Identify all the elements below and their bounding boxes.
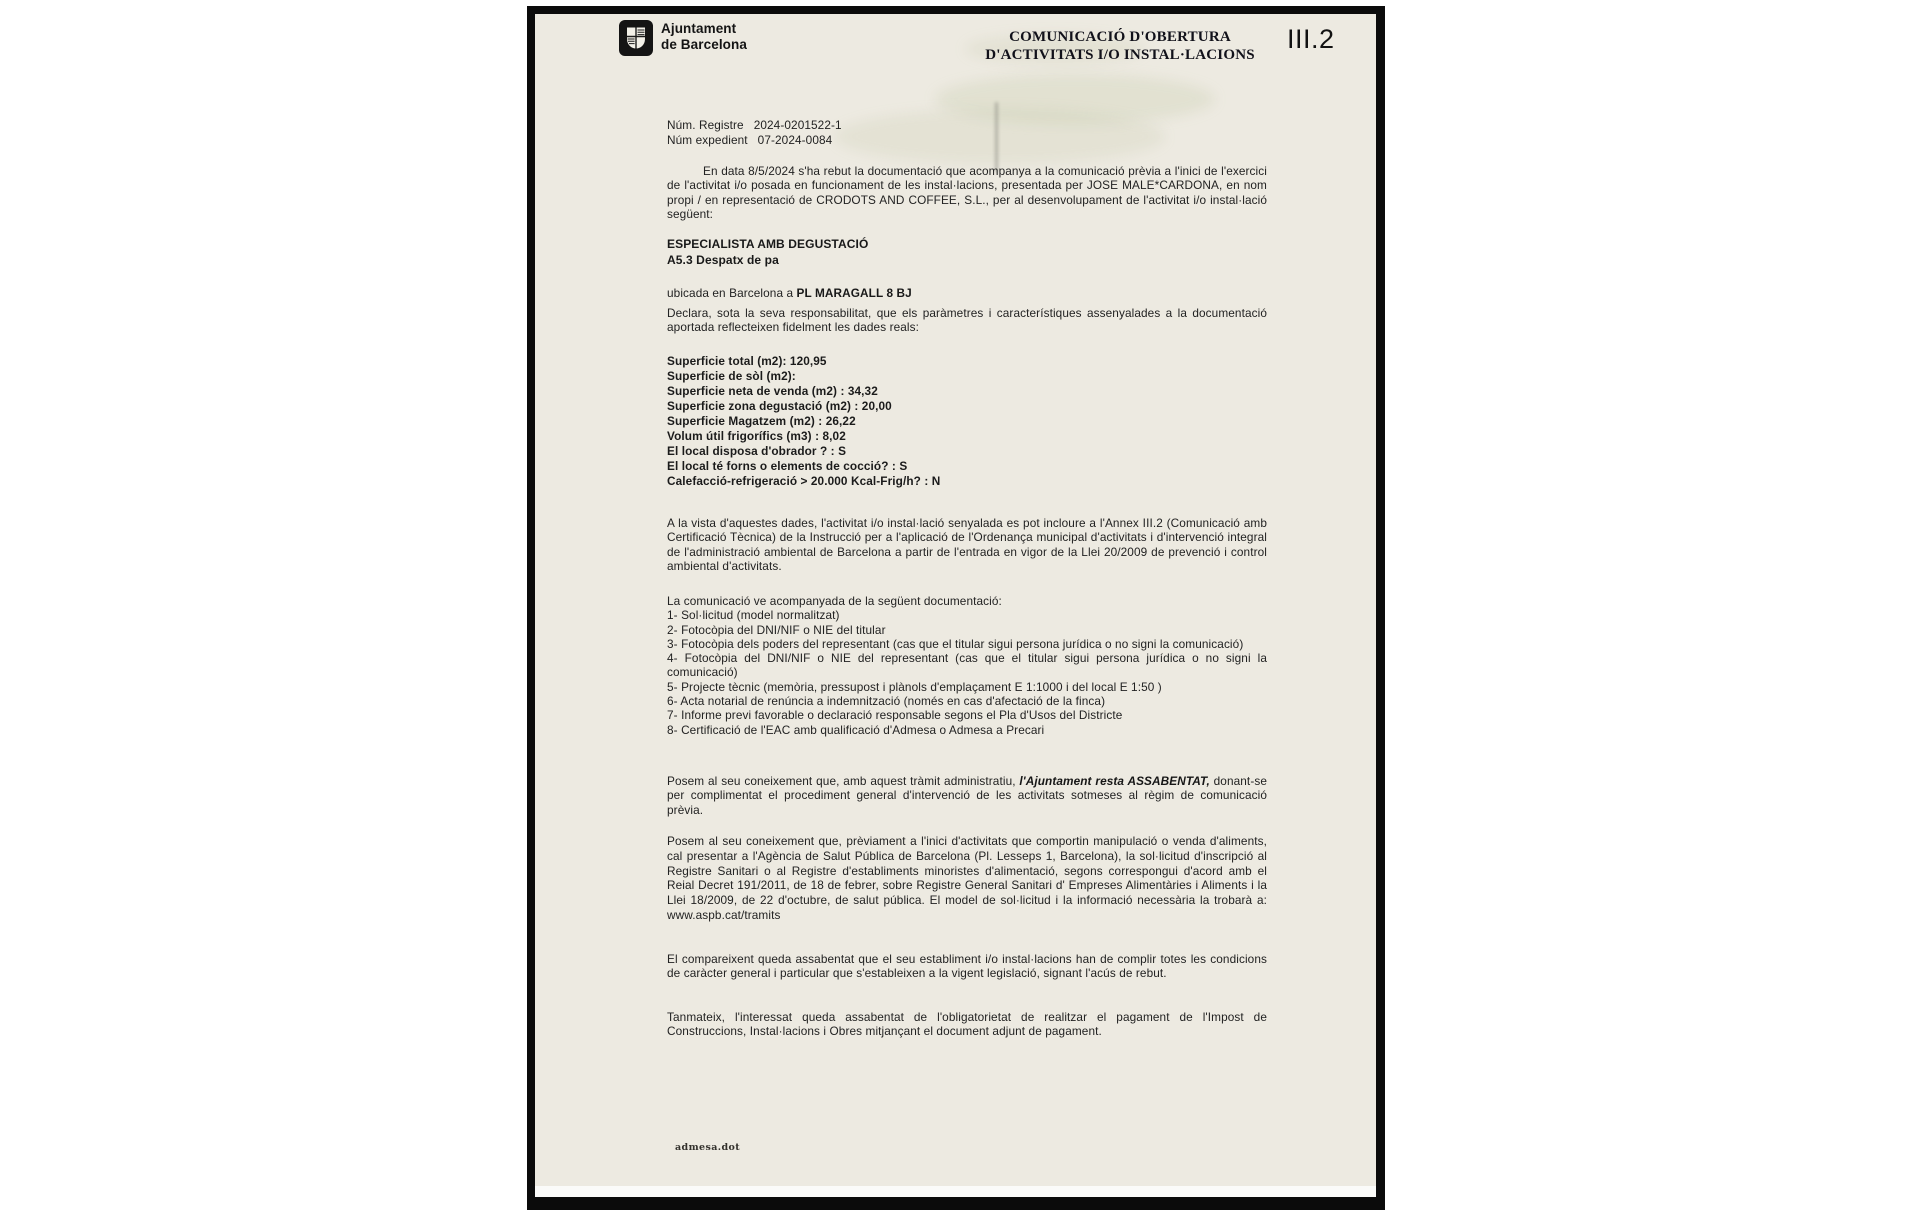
parameter-row: Superficie de sòl (m2):	[667, 369, 796, 383]
tax-paragraph: Tanmateix, l'interessat queda assabentat de l'obligatorietat de realitzar el pagament de l'Impost de Construccions, Instal·lacions i Obres mitjançant el document adjunt de pagament.	[667, 1010, 1267, 1039]
parameter-row: El local disposa d'obrador ? : S	[667, 444, 847, 458]
activity-code: A5.3 Despatx de pa	[667, 253, 779, 267]
location-address: PL MARAGALL 8 BJ	[796, 286, 912, 300]
parameter-row: Superficie Magatzem (m2) : 26,22	[667, 414, 856, 428]
registre-label: Núm. Registre	[667, 118, 744, 132]
documentation-item: 8- Certificació de l'EAC amb qualificació d'Admesa o Admesa a Precari	[667, 722, 1045, 737]
documentation-item: 3- Fotocòpia dels poders del representant (cas que el titular sigui persona jurídica o no signi la comunicació)	[667, 636, 1244, 651]
intro-text: En data 8/5/2024 s'ha rebut la documentació que acompanya a la comunicació prèvia a l'inici de l'exercici de l'activitat i/o posada en funcionament de les instal·lacions, presentada per JOSE MALE*CARDONA, en nom propi / en representació de CRODOTS AND COFFEE, S.L., per al desenvolupament de l'activitat i/o instal·lació següent:	[667, 164, 1267, 221]
title-line1: COMUNICACIÓ D'OBERTURA	[1009, 29, 1231, 45]
location-line	[667, 286, 1267, 300]
brand-line2: de Barcelona	[661, 36, 747, 52]
expedient-value: 07-2024-0084	[757, 133, 833, 147]
location-prefix: ubicada en Barcelona a	[667, 286, 797, 300]
expedient-number-row	[667, 133, 1267, 148]
parameter-row: Calefacció-refrigeració > 20.000 Kcal-Frig/h? : N	[667, 474, 941, 488]
title-line2: D'ACTIVITATS I/O INSTAL·LACIONS	[985, 47, 1255, 63]
documentation-intro: La comunicació ve acompanyada de la següent documentació:	[667, 594, 1002, 608]
annex-code-label: III.2	[1287, 24, 1335, 54]
parameter-row: Superficie neta de venda (m2) : 34,32	[667, 384, 878, 398]
city-council-name	[661, 21, 747, 52]
document-title	[905, 28, 1335, 64]
parameter-row: Superficie zona degustació (m2) : 20,00	[667, 399, 892, 413]
parameter-row: El local té forns o elements de cocció? : S	[667, 459, 908, 473]
template-filename: admesa.dot	[675, 1142, 741, 1153]
parameter-row: Volum útil frigorífics (m3) : 8,02	[667, 429, 846, 443]
health-registry-paragraph: Posem al seu coneixement que, prèviament a l'inici d'activitats que comportin manipulació o venda d'aliments, cal presentar a l'Agència de Salut Pública de Barcelona (Pl. Lesseps 1, Barcelona), la sol·licitud d'inscripció al Registre Sanitari o al Registre d'establiments minoristes d'alimentació, segons correspongui d'acord amb el Reial Decret 191/2011, de 18 de febrer, sobre Registre General Sanitari d' Empreses Alimentàries i Aliments i la Llei 18/2009, de 22 d'octubre, de salut pública. El model de sol·licitud i la informació necessària la trobarà a: www.aspb.cat/tramits	[667, 834, 1267, 922]
documentation-item: 4- Fotocòpia del DNI/NIF o NIE del representant (cas que el titular sigui persona jurídica o no signi la comunicació)	[667, 651, 1267, 680]
registry-number-row	[667, 118, 1267, 133]
intro-paragraph	[667, 164, 1267, 221]
documentation-block	[667, 594, 1267, 737]
documentation-item: 6- Acta notarial de renúncia a indemnització (només en cas d'afectació de la finca)	[667, 694, 1106, 709]
activity-name: ESPECIALISTA AMB DEGUSTACIÓ	[667, 237, 869, 251]
parameters-list	[667, 354, 1267, 489]
registre-value: 2024-0201522-1	[753, 118, 842, 132]
documentation-item: 2- Fotocòpia del DNI/NIF o NIE del titular	[667, 622, 886, 637]
parameter-row: Superficie total (m2): 120,95	[667, 354, 827, 368]
registry-block	[667, 118, 1267, 148]
acknowledge-bold: l'Ajuntament resta ASSABENTAT,	[1019, 774, 1210, 788]
acknowledge-part1: Posem al seu coneixement que, amb aquest tràmit administratiu,	[667, 774, 1020, 788]
expedient-label: Núm expedient	[667, 133, 748, 147]
compliance-paragraph: El compareixent queda assabentat que el seu establiment i/o instal·lacions han de complir totes les condicions de caràcter general i particular que s'estableixen a la vigent legislació, signant l'acús de rebut.	[667, 952, 1267, 981]
declaration-paragraph: Declara, sota la seva responsabilitat, que els paràmetres i característiques assenyalades a la documentació aportada reflecteixen fidelment les dades reals:	[667, 306, 1267, 335]
scan-edge-strip	[535, 1186, 1376, 1197]
scan-frame	[527, 6, 1385, 1210]
activity-block	[667, 236, 1267, 268]
acknowledge-part2: donant-se per complimentat el procediment general d'intervenció de les activitats sotmeses al règim de comunicació prèvia.	[667, 774, 1268, 817]
barcelona-crest-icon	[619, 20, 653, 56]
annex-paragraph: A la vista d'aquestes dades, l'activitat i/o instal·lació senyalada es pot incloure a l'Annex III.2 (Comunicació amb Certificació Tècnica) de la Instrucció per a l'aplicació de l'Ordenança municipal d'activitats i d'intervenció integral de l'administració ambiental de Barcelona a partir de l'entrada en vigor de la Llei 20/2009 de prevenció i control ambiental d'activitats.	[667, 516, 1267, 573]
document-page	[535, 14, 1376, 1197]
acknowledge-paragraph	[667, 774, 1267, 817]
scan-smudge	[935, 74, 1215, 124]
documentation-item: 7- Informe previ favorable o declaració responsable segons el Pla d'Usos del Districte	[667, 708, 1123, 723]
documentation-item: 5- Projecte tècnic (memòria, pressupost i plànols d'emplaçament E 1:1000 i del local E 1:50 )	[667, 679, 1162, 694]
documentation-item: 1- Sol·licitud (model normalitzat)	[667, 608, 840, 623]
brand-line1: Ajuntament	[661, 21, 737, 36]
